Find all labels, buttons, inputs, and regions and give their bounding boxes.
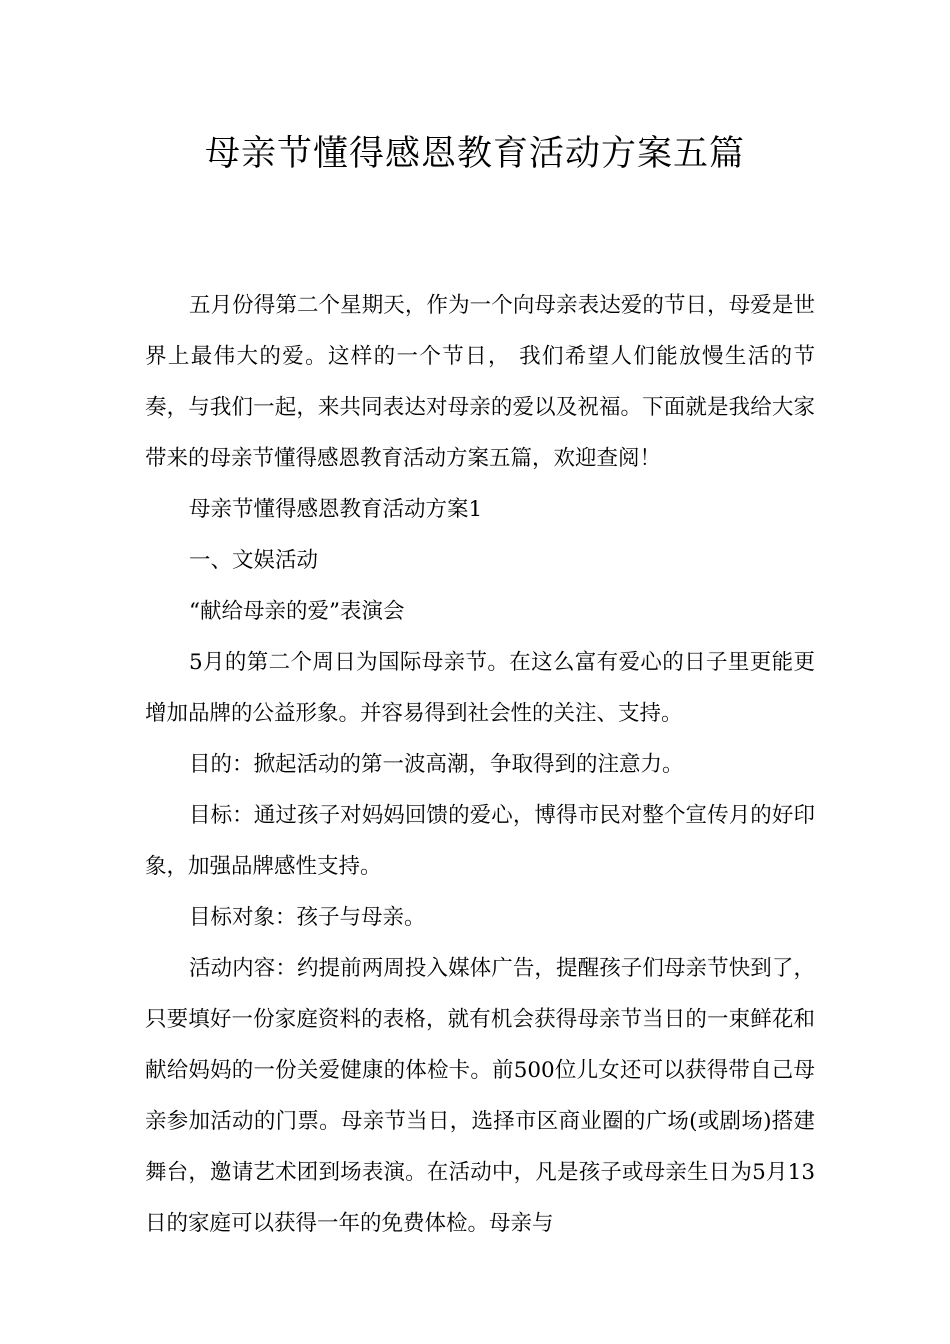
- paragraph-purpose: 目的：掀起活动的第一波高潮，争取得到的注意力。: [189, 752, 684, 777]
- event-name: “献给母亲的爱”表演会: [189, 599, 405, 624]
- paragraph-activity-content: 活动内容：约提前两周投入媒体广告，提醒孩子们母亲节快到了，只要填好一份家庭资料的表格，就有机会获得母亲节当日的一束鲜花和献给妈妈的一份关爱健康的体检卡。前500位儿女还可以获得带自己母亲参加活动的门票。母亲节当日，选择市区商业圈的广场(或剧场)搭建舞台，邀请艺术团到场表演。在活动中，凡是孩子或母亲生日为5月13日的家庭可以获得一年的免费体检。母亲与: [145, 956, 815, 1236]
- document-body: [145, 280, 815, 1249]
- paragraph-goal: 目标：通过孩子对妈妈回馈的爱心，博得市民对整个宣传月的好印象，加强品牌感性支持。: [145, 803, 815, 879]
- paragraph-intro: 五月份得第二个星期天，作为一个向母亲表达爱的节日，母爱是世界上最伟大的爱。这样的一个节日， 我们希望人们能放慢生活的节奏，与我们一起，来共同表达对母亲的爱以及祝福。下面就是我给大家带来的母亲节懂得感恩教育活动方案五篇，欢迎查阅！: [145, 293, 815, 471]
- subheading-entertainment: 一、文娱活动: [189, 548, 319, 573]
- document-title: 母亲节懂得感恩教育活动方案五篇: [204, 134, 745, 174]
- paragraph-target-audience: 目标对象：孩子与母亲。: [189, 905, 426, 930]
- section-heading-plan-1: 母亲节懂得感恩教育活动方案1: [189, 497, 483, 522]
- paragraph-background: 5月的第二个周日为国际母亲节。在这么富有爱心的日子里更能更增加品牌的公益形象。并容易得到社会性的关注、支持。: [145, 650, 815, 726]
